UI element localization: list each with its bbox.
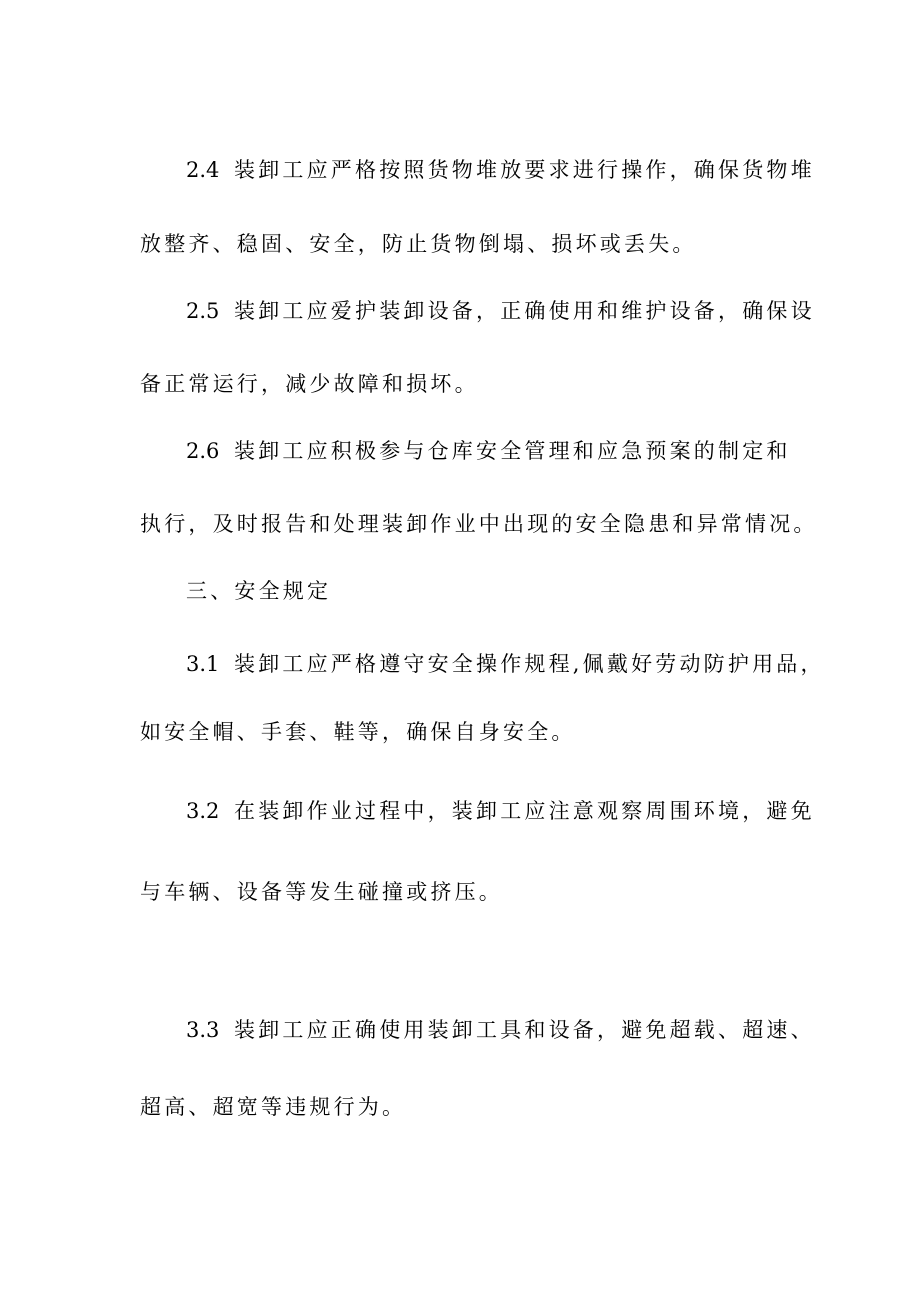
paragraph-2-6-line-2: 执行，及时报告和处理装卸作业中出现的安全隐患和异常情况。 (140, 512, 818, 536)
item-number: 3.2 (186, 799, 220, 823)
paragraph-number: 2.4 (186, 158, 220, 182)
paragraph-2-5-line-2: 备正常运行，减少故障和损坏。 (140, 372, 479, 396)
item-text: 装卸工应正确使用装卸工具和设备，避免超载、超速、 (234, 1018, 815, 1042)
paragraph-2-4-line-2: 放整齐、稳固、安全，防止货物倒塌、损坏或丢失。 (140, 232, 697, 256)
paragraph-2-4-line-1 (186, 155, 846, 185)
item-number: 3.3 (186, 1018, 220, 1042)
safety-item-3-2-line-1 (186, 796, 846, 826)
safety-item-3-1-line-2: 如安全帽、手套、鞋等，确保自身安全。 (140, 720, 576, 744)
safety-item-3-3-line-1 (186, 1015, 846, 1045)
safety-item-3-3-line-2: 超高、超宽等违规行为。 (140, 1095, 407, 1119)
safety-item-3-1-line-1 (186, 649, 846, 679)
paragraph-2-6-line-1 (186, 436, 846, 466)
item-number: 3.1 (186, 652, 220, 676)
paragraph-2-5-line-1 (186, 296, 846, 326)
paragraph-text: 装卸工应积极参与仓库安全管理和应急预案的制定和 (234, 439, 791, 463)
paragraph-number: 2.5 (186, 299, 220, 323)
item-text: 装卸工应严格遵守安全操作规程,佩戴好劳动防护用品， (234, 652, 825, 676)
paragraph-text: 装卸工应严格按照货物堆放要求进行操作，确保货物堆 (234, 158, 815, 182)
paragraph-number: 2.6 (186, 439, 220, 463)
safety-item-3-2-line-2: 与车辆、设备等发生碰撞或挤压。 (140, 880, 503, 904)
item-text: 在装卸作业过程中，装卸工应注意观察周围环境，避免 (234, 799, 815, 823)
paragraph-text: 装卸工应爱护装卸设备，正确使用和维护设备，确保设 (234, 299, 815, 323)
section-heading: 三、安全规定 (186, 579, 332, 603)
